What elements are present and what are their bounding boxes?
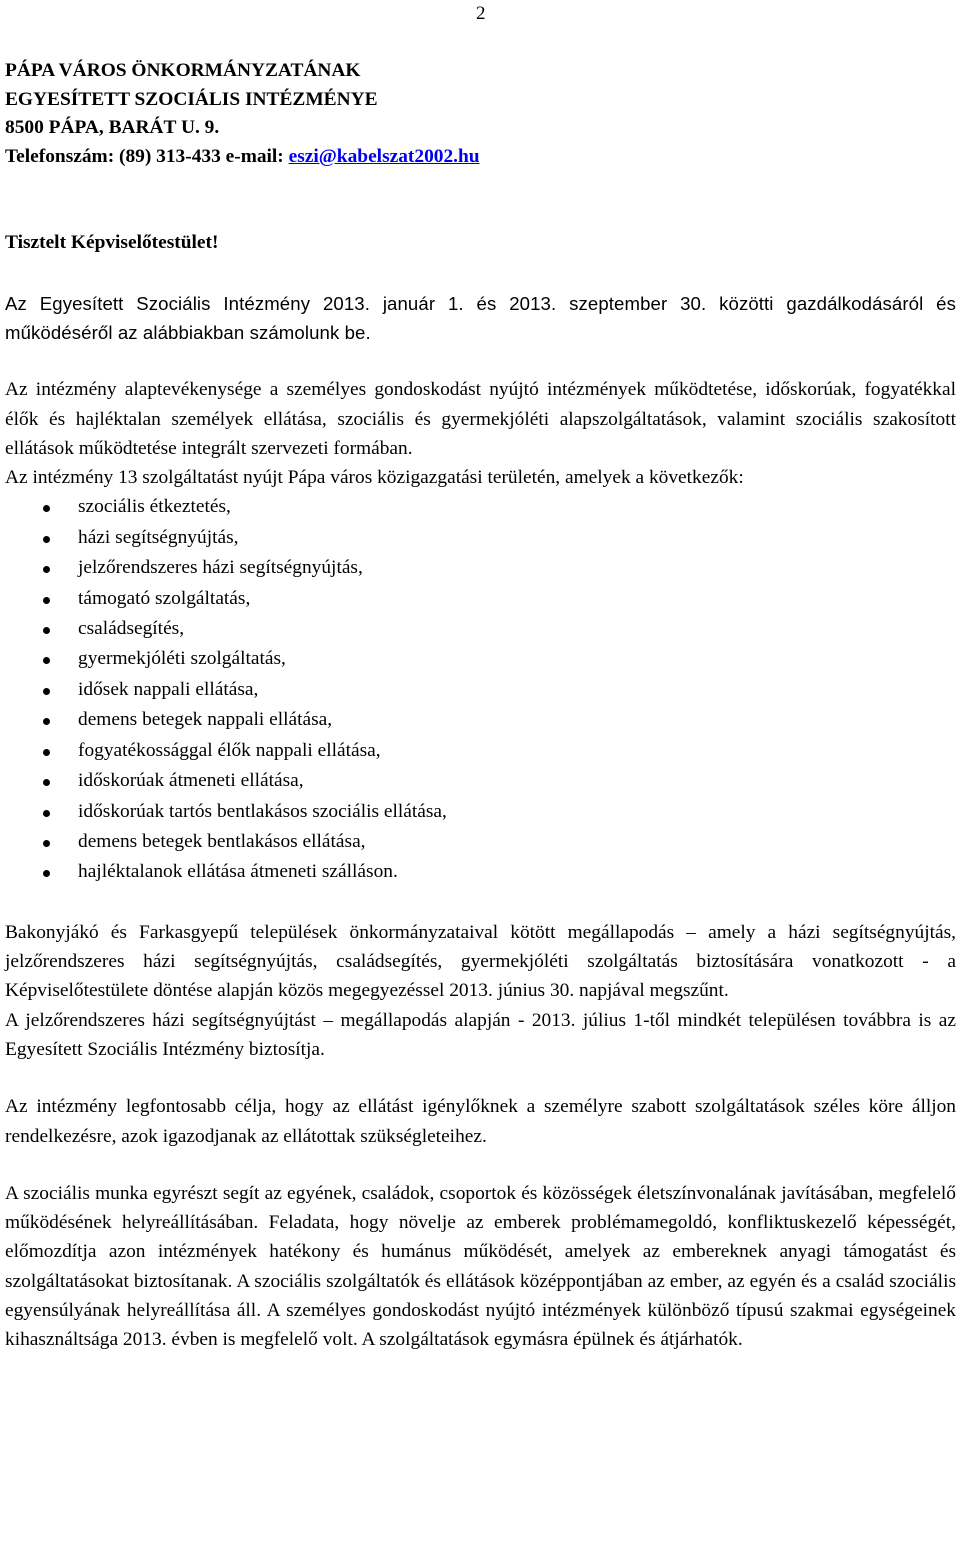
list-item-text: gyermekjóléti szolgáltatás, [78, 648, 286, 670]
list-item [5, 675, 956, 705]
list-item-text: házi segítségnyújtás, [78, 526, 239, 548]
list-item [5, 614, 956, 644]
phone-label: Telefonszám: (89) 313-433 e-mail: [5, 145, 289, 167]
list-item-text: jelzőrendszeres házi segítségnyújtás, [78, 557, 363, 579]
list-item [5, 827, 956, 857]
list-item-text: demens betegek nappali ellátása, [78, 709, 333, 731]
bullet-icon [43, 657, 50, 664]
list-item-text: támogató szolgáltatás, [78, 587, 251, 609]
contact-line [5, 143, 956, 172]
signal-service-paragraph: A jelzőrendszeres házi segítségnyújtást – megállapodás alapján - 2013. július 1-től mindkét településen továbbra is az Egyesített Szociális Intézmény biztosítja. [5, 1009, 956, 1060]
bullet-icon [43, 810, 50, 817]
list-item-text: fogyatékossággal élők nappali ellátása, [78, 739, 381, 761]
list-item-text: családsegítés, [78, 618, 185, 640]
list-item-text: idősek nappali ellátása, [78, 678, 259, 700]
intro-paragraph: Az Egyesített Szociális Intézmény 2013. január 1. és 2013. szeptember 30. közötti gazdálkodásáról és működéséről az alábbiakban számolunk be. [5, 292, 956, 343]
page-number: 2 [476, 3, 486, 24]
list-item-text: hajléktalanok ellátása átmeneti szálláson. [78, 861, 398, 883]
list-item [5, 705, 956, 735]
institution-address: 8500 PÁPA, BARÁT U. 9. [5, 117, 220, 139]
bullet-icon [43, 718, 50, 725]
agreement-paragraph: Bakonyjákó és Farkasgyepű települések önkormányzataival kötött megállapodás – amely a házi segítségnyújtás, jelzőrendszeres házi segítségnyújtás, családsegítés, gyermekjóléti szolgáltatás biztosítására vonatkozott - a Képviselőtestülete döntése alapján közös megegyezéssel 2013. június 30. napjával megszűnt. [5, 921, 956, 1002]
goal-paragraph: Az intézmény legfontosabb célja, hogy az ellátást igénylőknek a személyre szabott szolgáltatások széles köre álljon rendelkezésre, azok igazodjanak az ellátottak szükségleteihez. [5, 1096, 956, 1147]
bullet-icon [43, 566, 50, 573]
activity-paragraph: Az intézmény alaptevékenysége a személyes gondoskodást nyújtó intézmények működtetése, időskorúak, fogyatékkal élők és hajléktalan személyek ellátása, szociális és gyermekjóléti alapszolgáltatások, valamint szociális szakosított ellátások működtetése integrált szervezeti formában. [5, 379, 956, 459]
list-item [5, 766, 956, 796]
list-item [5, 584, 956, 614]
list-item-text: demens betegek bentlakásos ellátása, [78, 830, 366, 852]
list-item [5, 857, 956, 887]
bullet-icon [43, 840, 50, 847]
list-item [5, 797, 956, 827]
bullet-icon [43, 627, 50, 634]
list-item [5, 644, 956, 674]
bullet-icon [43, 749, 50, 756]
bullet-icon [43, 597, 50, 604]
bullet-icon [43, 688, 50, 695]
services-list [5, 492, 956, 887]
institution-name-line1: PÁPA VÁROS ÖNKORMÁNYZATÁNAK [5, 60, 361, 81]
list-item [5, 523, 956, 553]
list-item-text: szociális étkeztetés, [78, 496, 231, 518]
bullet-icon [43, 505, 50, 512]
social-work-paragraph: A szociális munka egyrészt segít az egyének, családok, csoportok és közösségek életszínvonalának javításában, megfelelő működésének helyreállításában. Feladata, hogy növelje az emberek problémamegoldó, konfliktuskezelő képességét, előmozdítja azon intézmények hatékony és humánus működését, amelyek az embereknek anyagi támogatást és szolgáltatásokat biztosítanak. A szociális szolgáltatók és ellátások középpontjában az ember, az egyén és a család szociális egyensúlyának helyreállítása áll. A személyes gondoskodást nyújtó intézmények különböző típusú szakmai egységeinek kihasználtsága 2013. évben is megfelelő volt. A szolgáltatások egymásra épülnek és átjárhatók. [5, 1182, 956, 1351]
bullet-icon [43, 779, 50, 786]
letterhead [5, 57, 956, 171]
list-item-text: időskorúak tartós bentlakásos szociális ellátása, [78, 800, 447, 822]
list-item-text: időskorúak átmeneti ellátása, [78, 770, 304, 792]
bullet-icon [43, 536, 50, 543]
list-item [5, 553, 956, 583]
email-link[interactable]: eszi@kabelszat2002.hu [288, 145, 480, 167]
document-body [5, 57, 956, 1355]
salutation: Tisztelt Képviselőtestület! [5, 232, 219, 254]
list-item [5, 736, 956, 766]
institution-name-line2: EGYESÍTETT SZOCIÁLIS INTÉZMÉNYE [5, 88, 378, 110]
services-intro-paragraph: Az intézmény 13 szolgáltatást nyújt Pápa város közigazgatási területén, amelyek a következők: [5, 467, 744, 489]
list-item [5, 492, 956, 522]
bullet-icon [43, 870, 50, 877]
